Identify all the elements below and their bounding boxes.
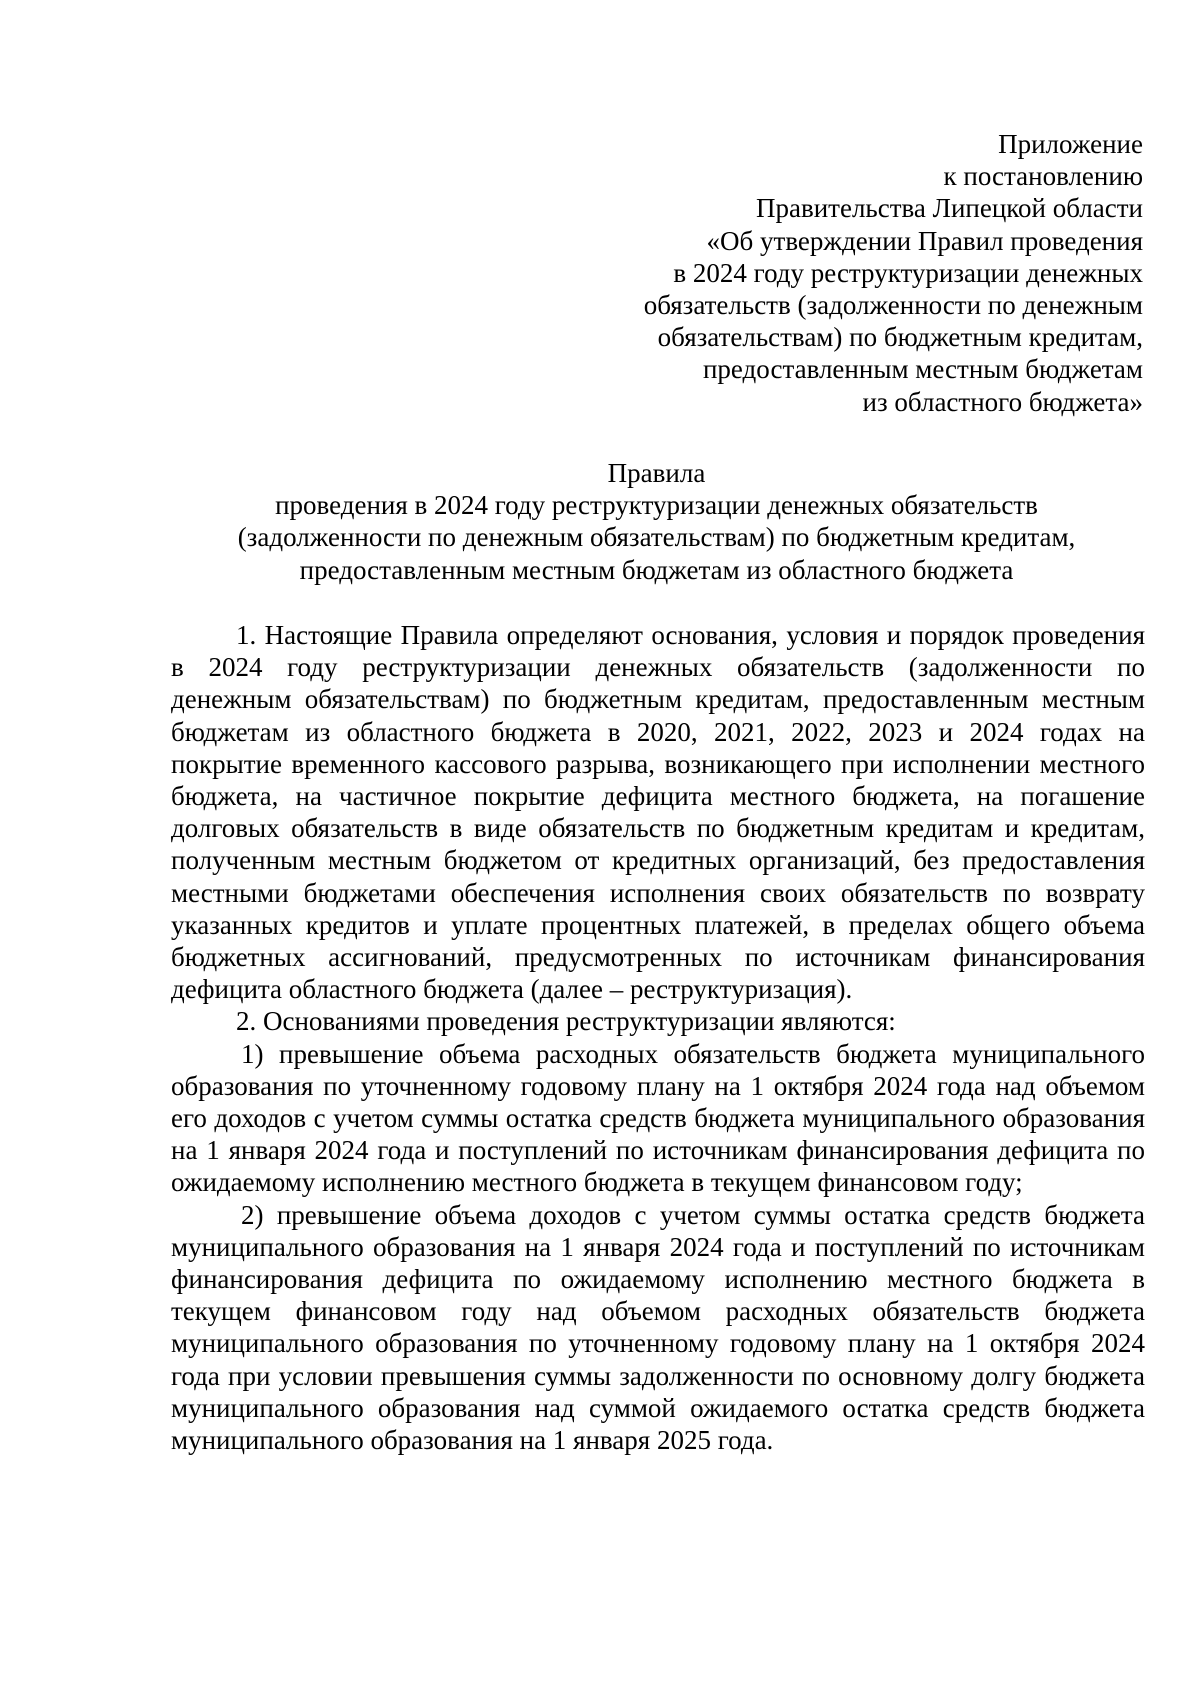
appendix-line: Приложение [998, 129, 1143, 159]
title-line: (задолженности по денежным обязательствам) по бюджетным кредитам, [237, 522, 1076, 553]
appendix-line: Правительства Липецкой области [755, 193, 1143, 224]
appendix-line: в 2024 году реструктуризации денежных [673, 257, 1143, 288]
document-title [170, 457, 1143, 586]
appendix-line: «Об утверждении Правил проведения [706, 225, 1143, 256]
appendix-line: обязательствам) по бюджетным кредитам, [657, 322, 1143, 353]
appendix-line: предоставленным местным бюджетам [702, 354, 1143, 385]
appendix-line: к постановлению [943, 161, 1143, 192]
paragraph-2: 2. Основаниями проведения реструктуризации являются: [236, 1006, 896, 1037]
document-body [171, 619, 1145, 1456]
paragraph-1: 1. Настоящие Правила определяют основания, условия и порядок проведения в 2024 году реструктуризации денежных обязательств (задолженности по денежным обязательствам) по бюджетным кредитам, предоставленным местным бюджетам из областного бюджета в 2020, 2021, 2022, 2023 и 2024 годах на покрытие временного кассового разрыва, возникающего при исполнении местного бюджета, на частичное покрытие дефицита местного бюджета, на погашение долговых обязательств в виде обязательств по бюджетным кредитам и кредитам, полученным местным бюджетом от кредитных организаций, без предоставления местными бюджетами обеспечения исполнения своих обязательств по возврату указанных кредитов и уплате процентных платежей, в пределах общего объема бюджетных ассигнований, предусмотренных по источникам финансирования дефицита областного бюджета (далее – реструктуризация). [171, 620, 1145, 1005]
appendix-line: из областного бюджета» [862, 386, 1143, 417]
title-line: проведения в 2024 году реструктуризации денежных обязательств [275, 490, 1038, 521]
paragraph-2-item-1: 1) превышение объема расходных обязательств бюджета муниципального образования по уточненному годовому плану на 1 октября 2024 года над объемом его доходов с учетом суммы остатка средств бюджета муниципального образования на 1 января 2024 года и поступлений по источникам финансирования дефицита по ожидаемому исполнению местного бюджета в текущем финансовом году; [171, 1038, 1145, 1198]
title-line: предоставленным местным бюджетам из областного бюджета [299, 554, 1014, 585]
appendix-header [443, 128, 1143, 418]
title-heading: Правила [607, 458, 706, 488]
paragraph-2-item-2: 2) превышение объема доходов с учетом суммы остатка средств бюджета муниципального образования на 1 января 2024 года и поступлений по источникам финансирования дефицита по ожидаемому исполнению местного бюджета в текущем финансовом году над объемом расходных обязательств бюджета муниципального образования по уточненному годовому плану на 1 октября 2024 года при условии превышения суммы задолженности по основному долгу бюджета муниципального образования над суммой ожидаемого остатка средств бюджета муниципального образования на 1 января 2025 года. [171, 1199, 1145, 1456]
appendix-line: обязательств (задолженности по денежным [643, 290, 1143, 321]
